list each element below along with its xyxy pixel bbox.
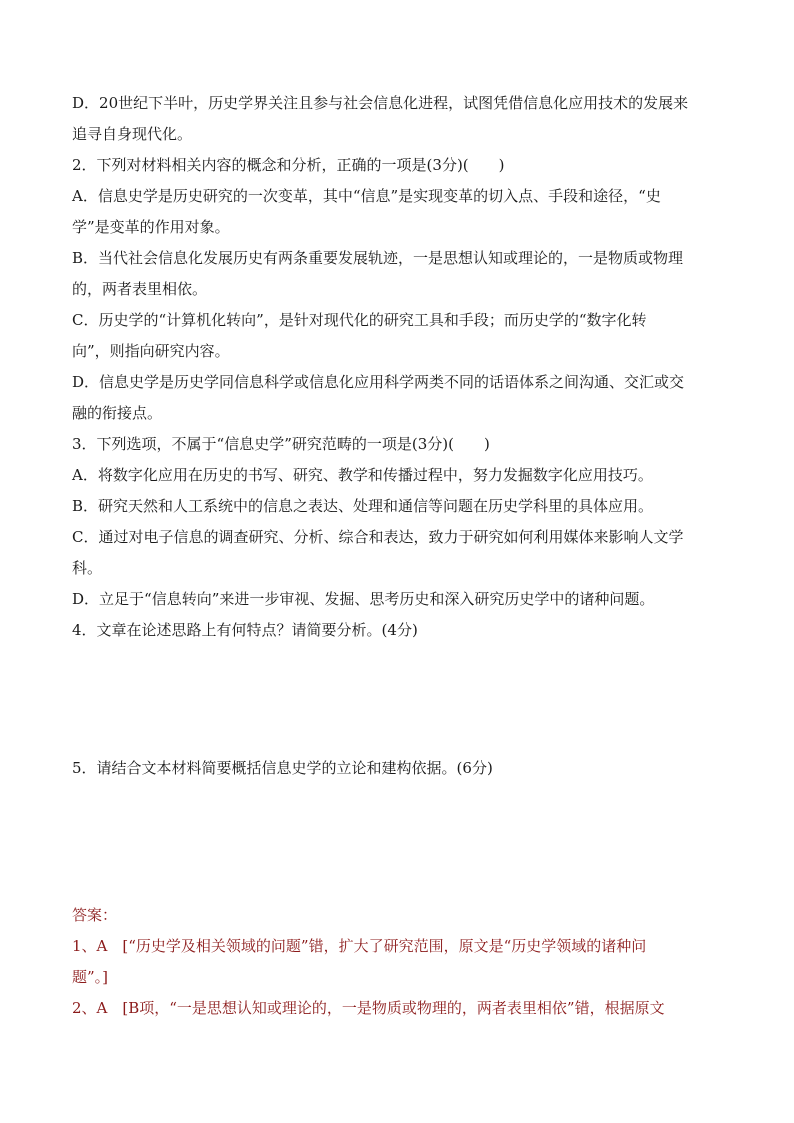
q4-answer-space [72, 646, 724, 753]
q2-option-a-line1: A．信息史学是历史研究的一次变革，其中“信息”是实现变革的切入点、手段和途径，“史 [72, 187, 661, 205]
questions-section [72, 88, 724, 784]
q2-option-c-line1: C．历史学的“计算机化转向”，是针对现代化的研究工具和手段；而历史学的“数字化转 [72, 311, 647, 329]
answer-2-line1: 2、A [B项，“一是思想认知或理论的，一是物质或物理的，两者表里相依”错，根据原文 [72, 999, 665, 1017]
answers-heading: 答案： [72, 906, 118, 924]
q2-option-d-line1: D．信息史学是历史学同信息科学或信息化应用科学两类不同的话语体系之间沟通、交汇或交 [72, 373, 685, 391]
q2-option-b-line2: 的，两者表里相依。 [72, 280, 208, 298]
q3-option-c-line1: C．通过对电子信息的调查研究、分析、综合和表达，致力于研究如何利用媒体来影响人文学 [72, 528, 684, 546]
q1-option-d-line2: 追寻自身现代化。 [72, 125, 193, 143]
q1-option-d-line1: D．20世纪下半叶，历史学界关注且参与社会信息化进程，试图凭借信息化应用技术的发展来 [72, 94, 689, 112]
q3-option-b: B．研究天然和人工系统中的信息之表达、处理和通信等问题在历史学科里的具体应用。 [72, 497, 654, 515]
q2-option-a-line2: 学”是变革的作用对象。 [72, 218, 230, 236]
answer-1-line2: 题”。] [72, 968, 109, 986]
q5-stem: 5．请结合文本材料简要概括信息史学的立论和建构依据。(6分) [72, 759, 493, 777]
q4-stem: 4．文章在论述思路上有何特点？请简要分析。(4分) [72, 621, 418, 639]
q2-stem: 2．下列对材料相关内容的概念和分析，正确的一项是(3分)( ) [72, 156, 505, 174]
q2-option-b-line1: B．当代社会信息化发展历史有两条重要发展轨迹，一是思想认知或理论的，一是物质或物理 [72, 249, 684, 267]
answers-section [72, 900, 724, 1024]
q2-option-d-line2: 融的衔接点。 [72, 404, 163, 422]
q2-option-c-line2: 向”，则指向研究内容。 [72, 342, 230, 360]
q3-option-a: A．将数字化应用在历史的书写、研究、教学和传播过程中，努力发掘数字化应用技巧。 [72, 466, 653, 484]
q3-option-d: D．立足于“信息转向”来进一步审视、发掘、思考历史和深入研究历史学中的诸种问题。 [72, 590, 655, 608]
answer-1-line1: 1、A [“历史学及相关领域的问题”错，扩大了研究范围，原文是“历史学领域的诸种问 [72, 937, 647, 955]
q3-stem: 3．下列选项，不属于“信息史学”研究范畴的一项是(3分)( ) [72, 435, 490, 453]
q3-option-c-line2: 科。 [72, 559, 103, 577]
